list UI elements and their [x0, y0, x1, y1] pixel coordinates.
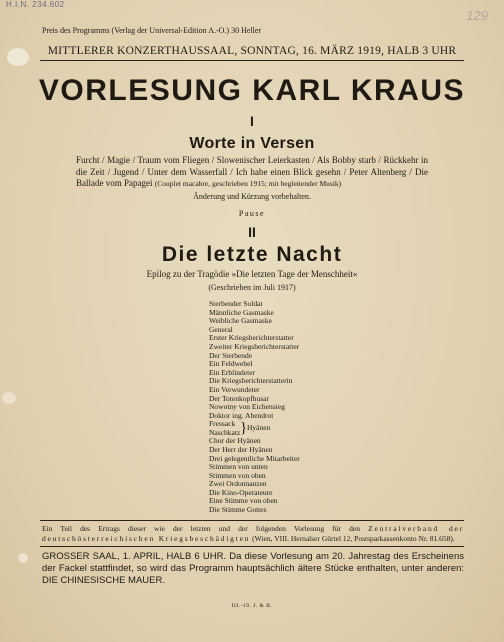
cast-item: Drei gelegentliche Mitarbeiter: [209, 453, 300, 463]
cast-item: Nowotny von Eichensieg: [209, 402, 285, 412]
price-line: Preis des Programms (Verlag der Universal-Edition A.-O.) 30 Heller: [42, 26, 262, 35]
cast-item: Eine Stimme von oben: [209, 496, 278, 506]
brace-symbol: }: [240, 420, 248, 437]
part-one-title: Worte in Versen: [189, 135, 315, 152]
cast-item: Die Stimme Gottes: [209, 505, 267, 515]
cast-item: Ein Erblindeter: [209, 367, 256, 377]
cast-item: Stimmen von unten: [209, 462, 268, 472]
cast-item: General: [209, 324, 233, 334]
part-one-program-text: Furcht / Magie / Traum vom Fliegen / Slowenischer Leierkasten / Als Bobby starb / Rückkehr in die Zeit / Jugend / Unter dem Wasserfall / Ich habe einen Blick gesehn / Peter Altenberg / Die Ballade vom Papagei: [76, 155, 428, 188]
paper-stain: [18, 553, 28, 563]
printer-mark: III.-19. J. & B.: [231, 603, 273, 609]
cast-item: Der Sterbende: [209, 350, 253, 360]
divider: [40, 520, 464, 521]
pause-label: Pause: [238, 209, 266, 218]
cast-group-label: Hyänen: [247, 423, 271, 433]
donation-address: (Wien, VIII. Hernalser Gürtel 12, Postsparkassenkonto Nr. 81.658).: [252, 533, 455, 543]
cast-item: Sterbender Soldat: [209, 299, 263, 308]
part-one-program: [76, 155, 428, 190]
written-date-line: (Geschrieben im Juli 1917): [208, 283, 296, 292]
donation-organization: Zentralverband der deutschösterreichischen Kriegsbeschädigten: [42, 524, 464, 543]
cast-list: [209, 300, 300, 515]
main-title: VORLESUNG KARL KRAUS: [38, 74, 466, 107]
cast-item: Ein Feldwebel: [209, 359, 253, 369]
part-one-program-note: (Couplet macabre, geschrieben 1915; mit begleitender Musik): [154, 179, 342, 188]
cast-item: Fressack: [209, 419, 236, 429]
cast-item: Ein Verwundeter: [209, 384, 260, 394]
part-one-numeral: I: [250, 113, 254, 129]
cast-item: Chor der Hyänen: [209, 436, 261, 446]
changes-note: Änderung und Kürzung vorbehalten.: [193, 192, 311, 201]
cast-item: Zweiter Kriegsberichterstatter: [209, 341, 300, 351]
part-two-numeral: II: [248, 224, 256, 240]
cast-item: Der Herr der Hyänen: [209, 444, 273, 454]
epilog-line: Epilog zu der Tragödie »Die letzten Tage der Menschheit«: [146, 269, 358, 279]
paper-stain: [2, 392, 16, 404]
cast-item: Der Totenkopfhusar: [209, 393, 269, 403]
cast-bracket-group: [209, 420, 300, 437]
cast-item: Die Kino-Operateure: [209, 487, 273, 497]
donation-text: Ein Teil des Ertrags dieser wie der letzten und der folgenden Vorlesung für den: [42, 524, 360, 533]
donation-note: [42, 524, 464, 543]
page-number-annotation: 129: [466, 8, 488, 23]
venue-date-line: MITTLERER KONZERTHAUSSAAL, SONNTAG, 16. MÄRZ 1919, HALB 3 UHR: [47, 45, 457, 57]
cast-item: Doktor ing. Abendrot: [209, 410, 274, 420]
cast-item: Zwei Ordonnanzen: [209, 479, 267, 489]
cast-item: Weibliche Gasmaske: [209, 316, 272, 326]
divider: [40, 546, 464, 547]
cast-item: Erster Kriegsberichterstatter: [209, 333, 294, 343]
archive-stamp: H.I.N. 234.602: [6, 0, 65, 9]
part-two-title: Die letzte Nacht: [161, 243, 343, 266]
cast-item: Naschkatz: [209, 427, 241, 437]
cast-item: Stimmen von oben: [209, 470, 266, 480]
next-event-notice: GROSSER SAAL, 1. APRIL, HALB 6 UHR. Da diese Vorlesung am 20. Jahrestag des Erscheinens der Fackel stattfindet, so wird das Programm hauptsächlich ältere Stücke enthalten, unter anderen: DIE CHINESISCHE MAUER.: [42, 551, 464, 586]
cast-item: Die Kriegsberichterstatterin: [209, 376, 293, 386]
cast-item: Männliche Gasmaske: [209, 307, 274, 317]
divider: [40, 60, 464, 61]
